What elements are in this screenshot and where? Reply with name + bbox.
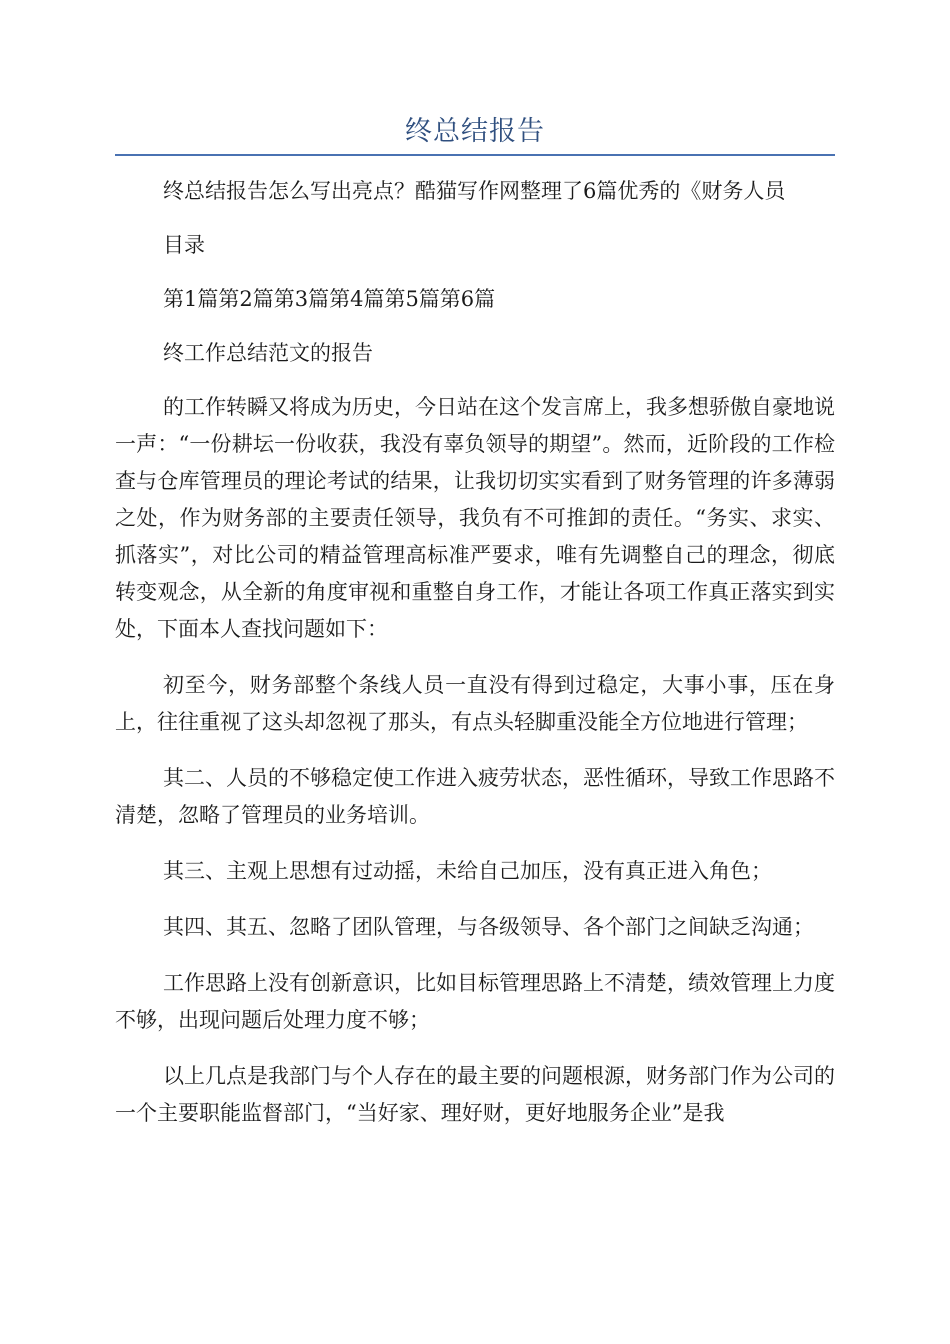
- toc-items: 第1篇第2篇第3篇第4篇第5篇第6篇: [163, 287, 496, 311]
- toc-heading: 目录: [163, 233, 205, 257]
- body-paragraph: 初至今，财务部整个条线人员一直没有得到过稳定，大事小事，压在身上，往往重视了这头却忽视了那头，有点头轻脚重没能全方位地进行管理；: [115, 673, 835, 734]
- body-paragraph: 工作思路上没有创新意识，比如目标管理思路上不清楚，绩效管理上力度不够，出现问题后处理力度不够；: [115, 971, 835, 1032]
- intro-paragraph: 终总结报告怎么写出亮点？酷猫写作网整理了6篇优秀的《财务人员: [163, 179, 786, 203]
- body-paragraph: 其四、其五、忽略了团队管理，与各级领导、各个部门之间缺乏沟通；: [163, 915, 814, 939]
- title-underline: [115, 154, 835, 156]
- body-paragraph: 其三、主观上思想有过动摇，未给自己加压，没有真正进入角色；: [163, 859, 772, 883]
- document-title: 终总结报告: [405, 116, 545, 147]
- body-paragraph: 其二、人员的不够稳定使工作进入疲劳状态，恶性循环，导致工作思路不清楚，忽略了管理员的业务培训。: [115, 766, 835, 827]
- body-paragraph: 以上几点是我部门与个人存在的最主要的问题根源，财务部门作为公司的一个主要职能监督部门，“当好家、理好财，更好地服务企业”是我: [115, 1064, 835, 1125]
- document-body: [115, 173, 835, 1151]
- section-title: 终工作总结范文的报告: [163, 341, 373, 365]
- body-paragraph: 的工作转瞬又将成为历史，今日站在这个发言席上，我多想骄傲自豪地说一声：“一份耕坛一份收获，我没有辜负领导的期望”。然而，近阶段的工作检查与仓库管理员的理论考试的结果，让我切切实实看到了财务管理的许多薄弱之处，作为财务部的主要责任领导，我负有不可推卸的责任。“务实、求实、抓落实”，对比公司的精益管理高标准严要求，唯有先调整自己的理念，彻底转变观念，从全新的角度审视和重整自身工作，才能让各项工作真正落实到实处，下面本人查找问题如下：: [115, 395, 835, 641]
